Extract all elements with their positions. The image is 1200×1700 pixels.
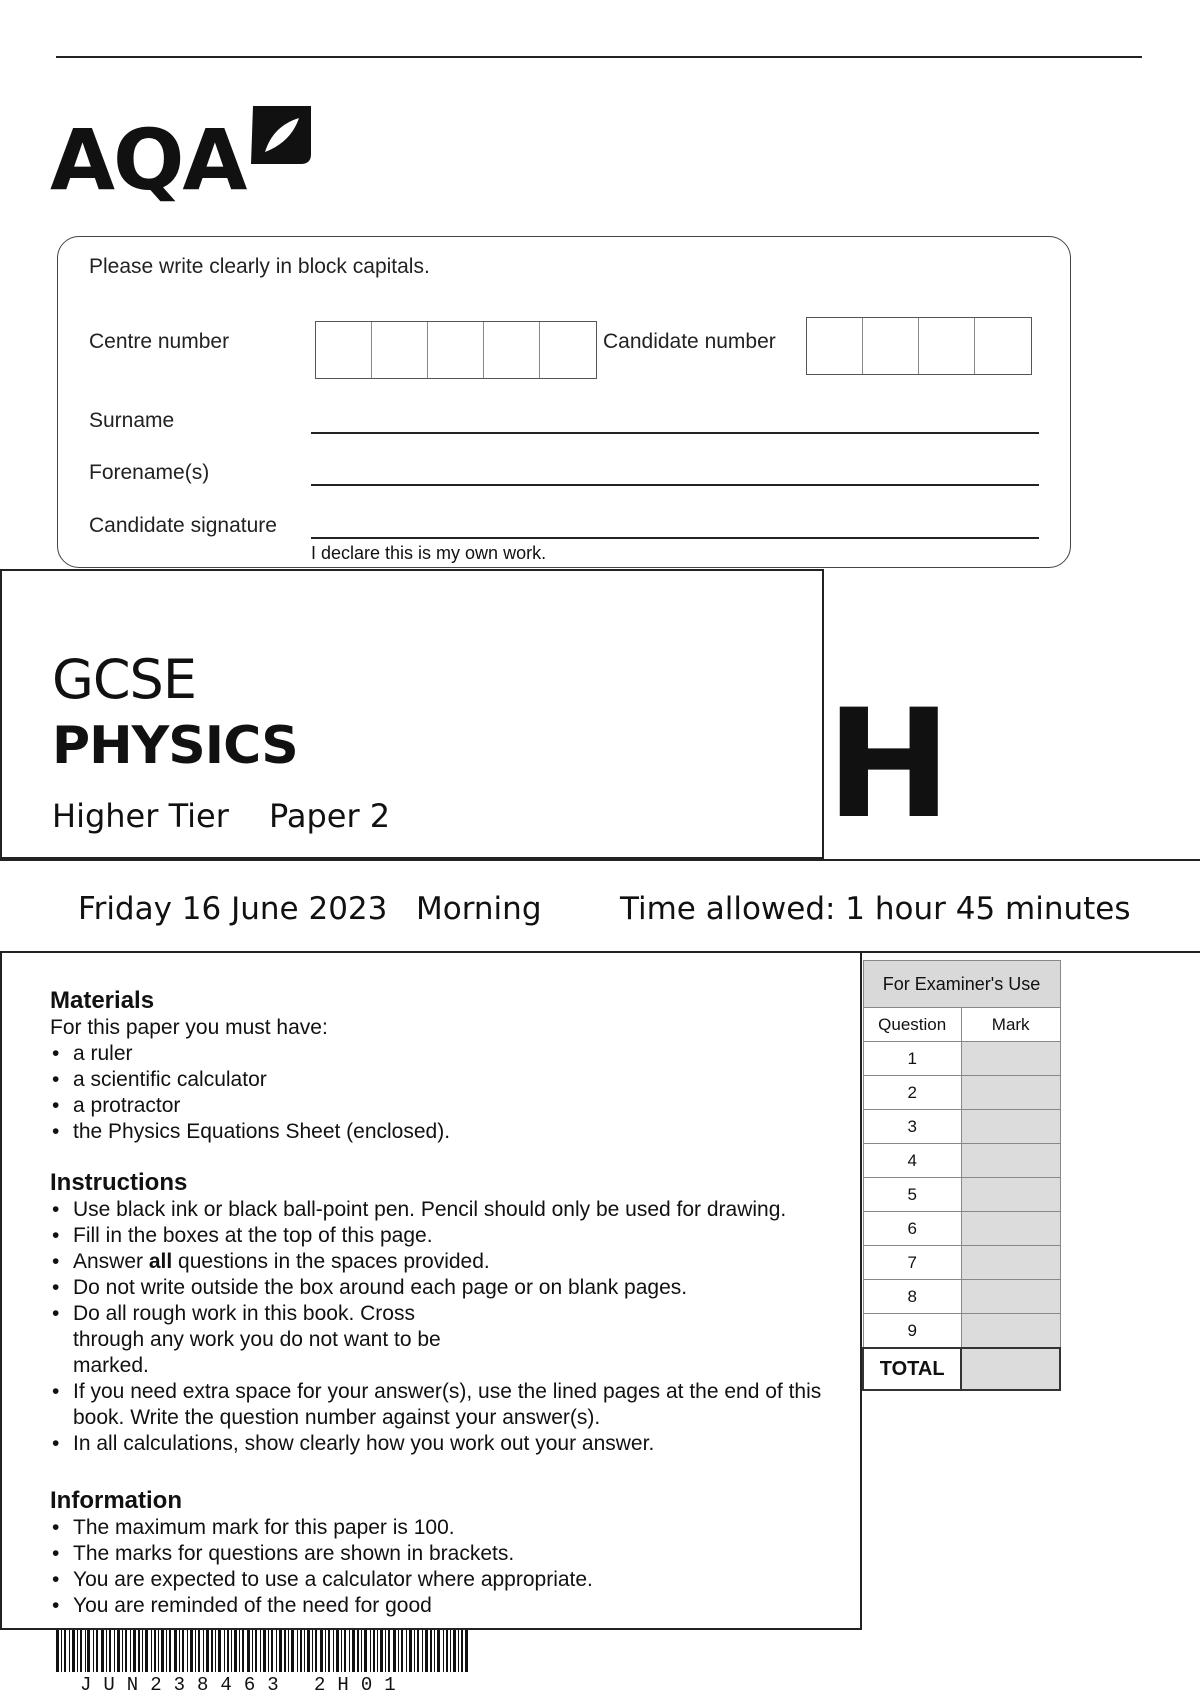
aqa-logo — [50, 106, 311, 209]
emphasis-all: all — [148, 1250, 173, 1273]
table-row — [863, 1280, 1060, 1314]
total-label: TOTAL — [863, 1348, 961, 1390]
top-rule — [56, 56, 1142, 58]
mark-cell — [961, 1110, 1060, 1144]
question-number: 4 — [863, 1144, 961, 1178]
centre-digit-box[interactable] — [372, 322, 428, 378]
date-band — [0, 859, 1200, 953]
mark-cell — [961, 1076, 1060, 1110]
instruction-item: • Answer all questions in the spaces provided. — [50, 1249, 850, 1275]
mark-cell — [961, 1280, 1060, 1314]
mark-cell — [961, 1246, 1060, 1280]
forename-label: Forename(s) — [89, 461, 210, 484]
subject-title: PHYSICS — [52, 716, 298, 776]
mark-cell — [961, 1212, 1060, 1246]
declaration-text: I declare this is my own work. — [311, 543, 547, 563]
instruction-item: • Do not write outside the box around each page or on blank pages. — [50, 1275, 850, 1301]
information-item: • The marks for questions are shown in brackets. — [50, 1541, 850, 1567]
table-row — [863, 1178, 1060, 1212]
total-row — [863, 1348, 1060, 1390]
materials-intro: For this paper you must have: — [50, 1016, 328, 1039]
question-number: 1 — [863, 1042, 961, 1076]
aqa-logo-text: AQA — [50, 111, 246, 209]
instruction-item: • In all calculations, show clearly how you work out your answer. — [50, 1431, 850, 1457]
mark-cell — [961, 1178, 1060, 1212]
materials-item: • the Physics Equations Sheet (enclosed). — [50, 1119, 850, 1145]
signature-label: Candidate signature — [89, 514, 277, 537]
mark-column-header: Mark — [961, 1008, 1060, 1042]
centre-digit-box[interactable] — [540, 322, 596, 378]
table-row — [863, 1144, 1060, 1178]
candidate-digit-box[interactable] — [863, 318, 919, 374]
information-item: • The maximum mark for this paper is 100. — [50, 1515, 850, 1541]
surname-line[interactable] — [311, 432, 1039, 434]
centre-number-label: Centre number — [89, 330, 230, 353]
centre-digit-box[interactable] — [484, 322, 540, 378]
tier-letter: H — [826, 678, 952, 852]
table-row — [863, 1246, 1060, 1280]
block-capitals-instruction: Please write clearly in block capitals. — [89, 255, 430, 278]
question-number: 9 — [863, 1314, 961, 1349]
materials-section — [50, 987, 850, 1145]
question-number: 7 — [863, 1246, 961, 1280]
mark-cell — [961, 1144, 1060, 1178]
candidate-digit-box[interactable] — [975, 318, 1031, 374]
candidate-number-boxes[interactable] — [806, 317, 1032, 375]
mark-cell — [961, 1314, 1060, 1349]
centre-digit-box[interactable] — [428, 322, 484, 378]
centre-digit-box[interactable] — [316, 322, 372, 378]
paper-label: Paper 2 — [269, 797, 391, 835]
mark-cell — [961, 1042, 1060, 1076]
information-item: • You are expected to use a calculator where appropriate. — [50, 1567, 850, 1593]
instruction-item: • Fill in the boxes at the top of this page. — [50, 1223, 850, 1249]
aqa-leaf-icon — [251, 106, 311, 166]
question-number: 2 — [863, 1076, 961, 1110]
instruction-item: • Use black ink or black ball-point pen. Pencil should only be used for drawing. — [50, 1197, 850, 1223]
total-mark-cell — [961, 1348, 1060, 1390]
exam-session: Morning — [416, 891, 542, 927]
information-section — [50, 1487, 850, 1619]
candidate-digit-box[interactable] — [919, 318, 975, 374]
candidate-number-label: Candidate number — [603, 330, 776, 353]
surname-label: Surname — [89, 409, 175, 432]
information-heading: Information — [50, 1487, 182, 1514]
instructions-heading: Instructions — [50, 1169, 188, 1196]
examiner-use-title: For Examiner's Use — [863, 961, 1060, 1008]
barcode-text: JUN238463 2H01 — [80, 1674, 408, 1696]
centre-number-boxes[interactable] — [315, 321, 597, 379]
materials-item: • a ruler — [50, 1041, 850, 1067]
tier-label: Higher Tier — [52, 797, 229, 835]
instruction-item: • If you need extra space for your answer(s), use the lined pages at the end of this book. Write the question number against your answer(s). — [50, 1379, 823, 1431]
table-row — [863, 1076, 1060, 1110]
forename-line[interactable] — [311, 484, 1039, 486]
table-row — [863, 1042, 1060, 1076]
table-row — [863, 1212, 1060, 1246]
time-allowed: Time allowed: 1 hour 45 minutes — [620, 891, 1131, 927]
question-column-header: Question — [863, 1008, 961, 1042]
information-item: • You are reminded of the need for good — [50, 1593, 850, 1619]
question-number: 8 — [863, 1280, 961, 1314]
qualification-title: GCSE — [52, 648, 196, 711]
instructions-section — [50, 1169, 850, 1457]
instruction-item: • Do all rough work in this book. Cross through any work you do not want to be marked. — [50, 1301, 473, 1379]
materials-item: • a scientific calculator — [50, 1067, 850, 1093]
question-number: 5 — [863, 1178, 961, 1212]
candidate-digit-box[interactable] — [807, 318, 863, 374]
signature-line[interactable] — [311, 537, 1039, 539]
barcode — [56, 1630, 468, 1672]
question-number: 3 — [863, 1110, 961, 1144]
materials-item: • a protractor — [50, 1093, 850, 1119]
exam-date: Friday 16 June 2023 — [78, 891, 388, 927]
question-number: 6 — [863, 1212, 961, 1246]
table-row — [863, 1314, 1060, 1349]
table-row — [863, 1110, 1060, 1144]
materials-heading: Materials — [50, 987, 155, 1014]
examiner-use-table — [862, 960, 1061, 1391]
